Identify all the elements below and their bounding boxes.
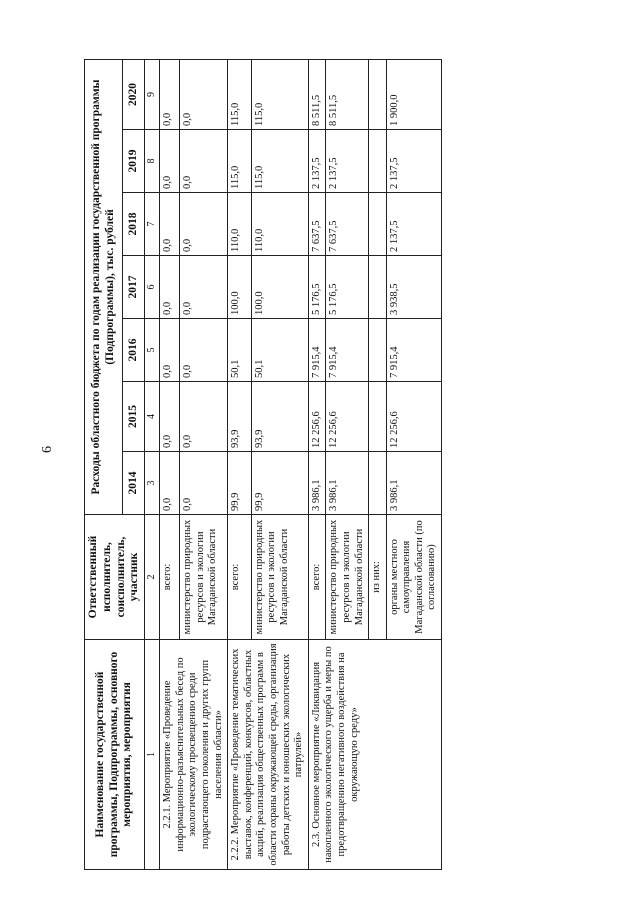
participant-label: министерство природных ресурсов и экологии Магаданской области <box>179 515 227 640</box>
table-row <box>228 59 251 869</box>
year-header: 2018 <box>123 193 145 256</box>
year-header: 2017 <box>123 256 145 319</box>
page-number: 6 <box>40 446 55 453</box>
value-cell: 0,0 <box>179 193 227 256</box>
value-cell: 3 986,1 <box>308 452 326 515</box>
column-index: 1 <box>145 640 160 870</box>
value-cell: 1 900,0 <box>386 59 441 129</box>
value-cell: 0,0 <box>179 59 227 129</box>
column-index: 5 <box>145 319 160 382</box>
value-cell: 100,0 <box>251 256 308 319</box>
value-cell: 0,0 <box>179 452 227 515</box>
column-index: 7 <box>145 193 160 256</box>
year-header: 2019 <box>123 130 145 193</box>
column-index: 9 <box>145 59 160 129</box>
value-cell: 0,0 <box>160 193 180 256</box>
value-cell: 115,0 <box>228 59 251 129</box>
year-header: 2015 <box>123 382 145 452</box>
participant-label: всего: <box>308 515 326 640</box>
column-index: 4 <box>145 382 160 452</box>
activity-name: 2.3. Основное мероприятие «Ликвидация накопленного экологического ущерба и меры по предотвращению негативного воздействия на окружающую среду» <box>308 640 441 870</box>
value-cell: 110,0 <box>228 193 251 256</box>
value-cell: 8 511,5 <box>308 59 326 129</box>
rotated-table-container <box>84 60 544 870</box>
value-cell: 0,0 <box>160 130 180 193</box>
activity-name: 2.2.1. Мероприятие «Проведение информационно-разъяснительных бесед по экологическому просвещению среди подрастающего поколения и других групп населения области» <box>160 640 228 870</box>
value-cell: 0,0 <box>160 382 180 452</box>
value-cell <box>369 130 387 193</box>
value-cell: 3 986,1 <box>326 452 369 515</box>
participant-label: органы местного самоуправления Магаданской области (по согласованию) <box>386 515 441 640</box>
value-cell: 5 176,5 <box>326 256 369 319</box>
value-cell: 115,0 <box>251 130 308 193</box>
value-cell: 3 986,1 <box>386 452 441 515</box>
value-cell: 110,0 <box>251 193 308 256</box>
value-cell: 2 137,5 <box>326 130 369 193</box>
value-cell: 0,0 <box>179 256 227 319</box>
value-cell: 12 256,6 <box>326 382 369 452</box>
year-header: 2014 <box>123 452 145 515</box>
participant-label: из них: <box>369 515 387 640</box>
value-cell: 50,1 <box>251 319 308 382</box>
budget-table <box>84 59 442 870</box>
value-cell: 115,0 <box>228 130 251 193</box>
value-cell: 0,0 <box>179 382 227 452</box>
year-header: 2020 <box>123 59 145 129</box>
header-name: Наименование государственной программы, Подпрограммы, основного мероприятия, мероприятия <box>85 640 145 870</box>
value-cell: 5 176,5 <box>308 256 326 319</box>
activity-name: 2.2.2. Мероприятие «Проведение тематических выставок, конференций, конкурсов, областных акций, реализация общественных программ в области охраны окружающей среды, организация работы детских и юношеских экологических патрулей» <box>228 640 309 870</box>
value-cell: 7 915,4 <box>308 319 326 382</box>
value-cell: 93,9 <box>228 382 251 452</box>
column-index: 2 <box>145 515 160 640</box>
value-cell: 99,9 <box>228 452 251 515</box>
value-cell: 7 915,4 <box>386 319 441 382</box>
value-cell: 7 637,5 <box>326 193 369 256</box>
value-cell: 7 637,5 <box>308 193 326 256</box>
value-cell: 2 137,5 <box>386 130 441 193</box>
value-cell: 93,9 <box>251 382 308 452</box>
value-cell: 12 256,6 <box>386 382 441 452</box>
value-cell <box>369 319 387 382</box>
value-cell: 2 137,5 <box>308 130 326 193</box>
column-index: 8 <box>145 130 160 193</box>
column-index: 3 <box>145 452 160 515</box>
value-cell: 100,0 <box>228 256 251 319</box>
value-cell: 0,0 <box>160 59 180 129</box>
value-cell: 3 938,5 <box>386 256 441 319</box>
value-cell: 7 915,4 <box>326 319 369 382</box>
value-cell: 99,9 <box>251 452 308 515</box>
participant-label: министерство природных ресурсов и экологии Магаданской области <box>326 515 369 640</box>
table-row <box>160 59 180 869</box>
value-cell: 115,0 <box>251 59 308 129</box>
value-cell <box>369 256 387 319</box>
value-cell: 0,0 <box>160 319 180 382</box>
value-cell <box>369 59 387 129</box>
participant-label: всего: <box>160 515 180 640</box>
header-expenses: Расходы областного бюджета по годам реализации государственной программы (Подпрограммы), тыс. рублей <box>85 59 123 514</box>
value-cell <box>369 382 387 452</box>
header-responsible: Ответственный исполнитель, соисполнитель, участник <box>85 515 145 640</box>
value-cell: 0,0 <box>179 319 227 382</box>
value-cell: 0,0 <box>179 130 227 193</box>
column-index: 6 <box>145 256 160 319</box>
value-cell: 0,0 <box>160 256 180 319</box>
participant-label: министерство природных ресурсов и экологии Магаданской области <box>251 515 308 640</box>
table-row <box>308 59 326 869</box>
value-cell: 12 256,6 <box>308 382 326 452</box>
value-cell: 8 511,5 <box>326 59 369 129</box>
value-cell: 2 137,5 <box>386 193 441 256</box>
value-cell: 0,0 <box>160 452 180 515</box>
value-cell <box>369 193 387 256</box>
value-cell: 50,1 <box>228 319 251 382</box>
participant-label: всего: <box>228 515 251 640</box>
year-header: 2016 <box>123 319 145 382</box>
value-cell <box>369 452 387 515</box>
